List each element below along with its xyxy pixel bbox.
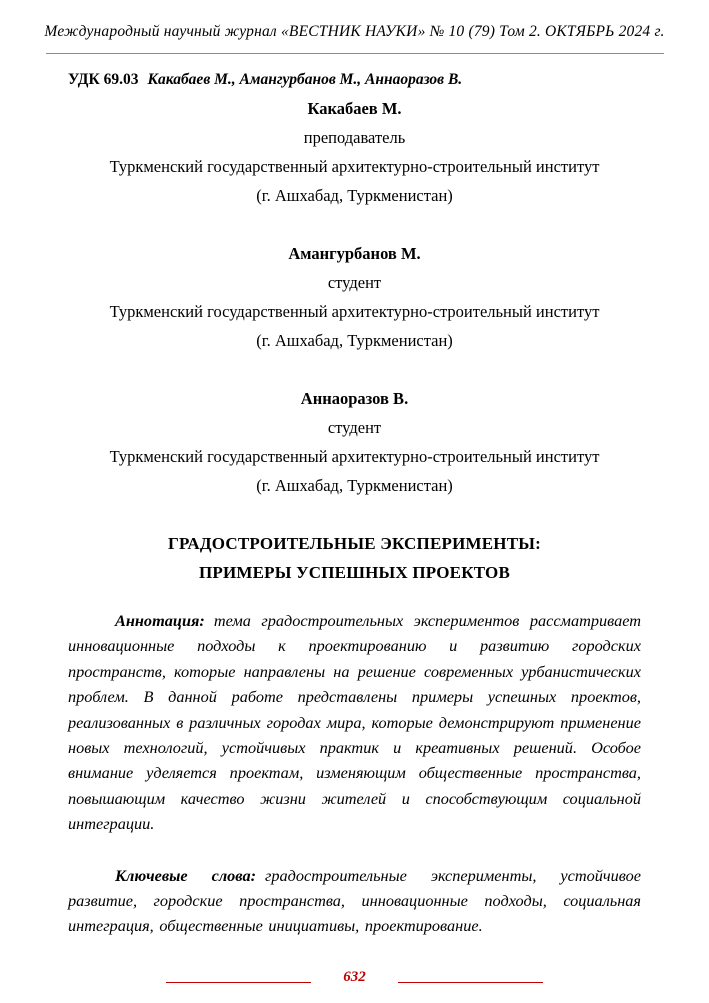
keywords-text: градостроительные эксперименты, устойчивое развитие, городские пространства, инновационные подходы, социальная интеграция, общественные инициативы, проектирование. — [68, 865, 641, 936]
author-role: студент — [327, 418, 382, 437]
author-role: преподаватель — [303, 128, 406, 147]
article-title-line-2: ПРИМЕРЫ УСПЕШНЫХ ПРОЕКТОВ — [198, 563, 511, 582]
page-footer — [0, 970, 709, 985]
author-location: (г. Ашхабад, Туркменистан) — [256, 476, 453, 495]
page-number: 632 — [343, 969, 366, 985]
author-block — [40, 384, 669, 500]
article-title-line-1: ГРАДОСТРОИТЕЛЬНЫЕ ЭКСПЕРИМЕНТЫ: — [167, 534, 542, 553]
article-title — [40, 529, 669, 587]
header-divider — [46, 53, 664, 54]
journal-header-line: Международный научный журнал «ВЕСТНИК НАУКИ» № 10 (79) Том 2. ОКТЯБРЬ 2024 г. — [44, 23, 665, 40]
author-block — [40, 94, 669, 210]
author-name: Аннаоразов В. — [300, 389, 409, 408]
author-affiliation: Туркменский государственный архитектурно-строительный институт — [109, 447, 600, 466]
abstract-text: тема градостроительных экспериментов рассматривает инновационные подходы к проектированию и развитию городских пространств, которые направлены на решение современных урбанистических проблем. В данной работе представлены примеры успешных проектов, реализованных в различных городах мира, которые демонстрируют применение новых технологий, устойчивых практик и креативных решений. Особое внимание уделяется проектам, изменяющим общественные пространства, повышающим качество жизни жителей и способствующим социальной интеграции. — [68, 611, 641, 834]
udk-author-list: Какабаев М., Амангурбанов М., Аннаоразов В. — [147, 71, 463, 88]
keywords-paragraph — [68, 863, 641, 939]
keywords-label: Ключевые слова: — [115, 865, 257, 885]
author-location: (г. Ашхабад, Туркменистан) — [256, 186, 453, 205]
author-affiliation: Туркменский государственный архитектурно-строительный институт — [109, 302, 600, 321]
author-role: студент — [327, 273, 382, 292]
authors-and-title-section — [0, 94, 709, 587]
author-name: Какабаев М. — [307, 99, 402, 118]
author-name: Амангурбанов М. — [288, 244, 421, 263]
author-location: (г. Ашхабад, Туркменистан) — [256, 331, 453, 350]
footer-rule-right — [398, 982, 543, 983]
footer-rule-left — [166, 982, 311, 983]
author-block — [40, 239, 669, 355]
udk-line — [68, 65, 641, 94]
abstract-paragraph — [68, 608, 641, 837]
author-affiliation: Туркменский государственный архитектурно-строительный институт — [109, 157, 600, 176]
abstract-label: Аннотация: — [115, 611, 205, 630]
udk-label: УДК 69.03 — [68, 71, 139, 88]
